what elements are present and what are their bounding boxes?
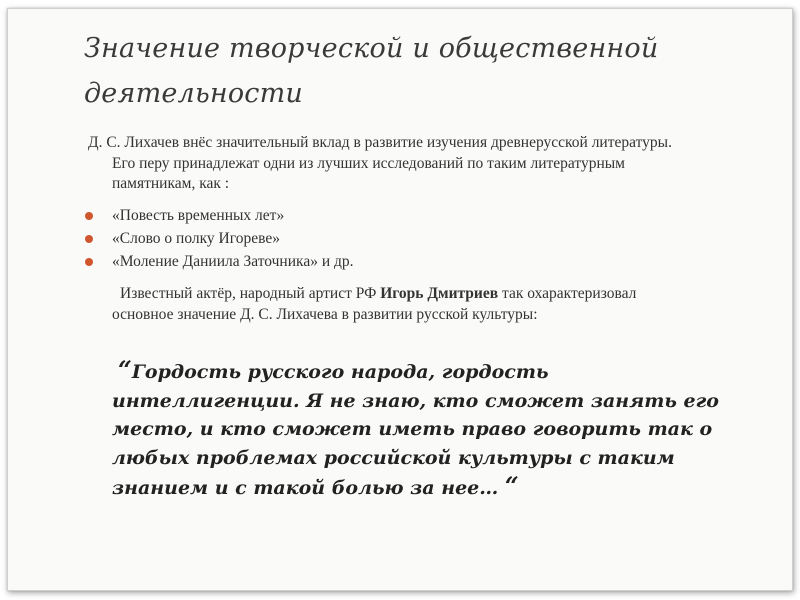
actor-line-2: основное значение Д. С. Лихачева в развитии русской культуры: [112, 305, 538, 323]
open-quote-mark: “ [118, 355, 132, 384]
quote-line-1 [112, 356, 752, 387]
bullet-icon [85, 235, 93, 243]
quote-line-3: место, и кто сможет иметь право говорить так о [112, 418, 713, 440]
close-quote-mark: “ [504, 471, 519, 500]
bullet-icon [85, 212, 93, 220]
intro-line-3: памятникам, как : [112, 175, 230, 192]
actor-text-before: Известный актёр, народный артист РФ [120, 285, 381, 302]
actor-line-1 [112, 284, 732, 305]
intro-line-2: Его перу принадлежат одни из лучших исследований по таким литературным [112, 154, 625, 172]
quote-block [112, 356, 752, 503]
list-item [84, 252, 724, 275]
actor-name: Игорь Дмитриев [380, 285, 499, 302]
title-line-2: деятельности [84, 78, 303, 109]
actor-text-after: так охарактеризовал [498, 285, 637, 302]
quote-line-2: интеллигенции. Я не знаю, кто сможет занять его [112, 389, 719, 412]
title-line-1: Значение творческой и общественной [84, 33, 659, 64]
works-list [84, 206, 724, 275]
list-item-text: «Слово о полку Игореве» [112, 230, 280, 247]
list-item [84, 206, 724, 229]
quote-line-4: любых проблемах российской культуры с таким [112, 446, 675, 469]
quote-line-5-text: знанием и с такой болью за нее… [112, 477, 505, 499]
quote-line-5 [112, 472, 752, 503]
intro-paragraph [88, 133, 758, 195]
bullet-icon [85, 258, 93, 266]
quote-line-1-text: Гордость русского народа, гордость [131, 361, 549, 383]
list-item-text: «Моление Даниила Заточника» и др. [112, 253, 354, 270]
slide-title [84, 26, 704, 116]
actor-paragraph [112, 284, 732, 325]
list-item-text: «Повесть временных лет» [112, 207, 285, 224]
intro-line-1: Д. С. Лихачев внёс значительный вклад в развитие изучения древнерусской литературы. [88, 134, 672, 151]
list-item [84, 229, 724, 252]
